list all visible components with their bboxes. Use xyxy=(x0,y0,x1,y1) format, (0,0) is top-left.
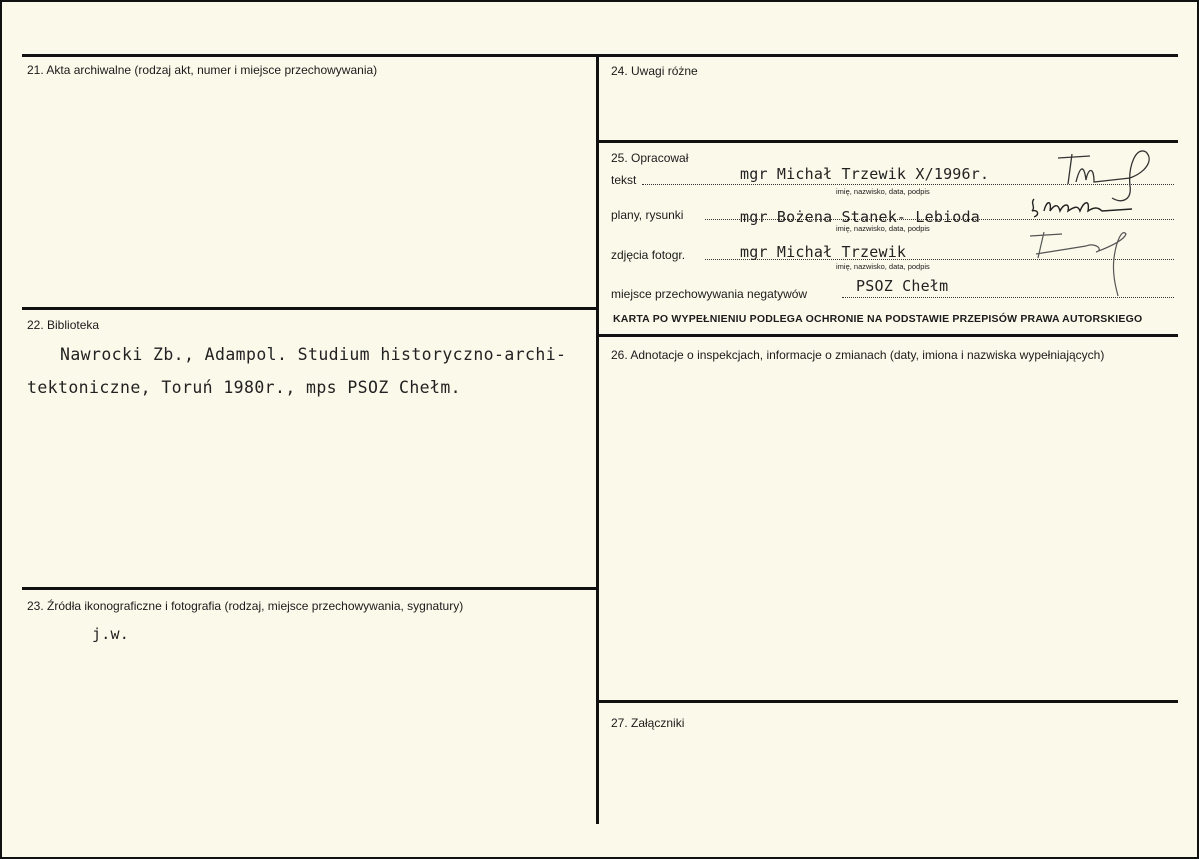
signature-zdjecia xyxy=(1026,228,1136,298)
left-rule-23 xyxy=(22,587,597,590)
zdjecia-value: mgr Michał Trzewik xyxy=(740,243,907,261)
section-21-label: 21. Akta archiwalne (rodzaj akt, numer i miejsce przechowywania) xyxy=(27,63,378,77)
signature-plany xyxy=(1028,193,1138,223)
negatives-value: PSOZ Chełm xyxy=(856,277,949,295)
plany-caption: imię, nazwisko, data, podpis xyxy=(836,224,930,233)
negatives-label: miejsce przechowywania negatywów xyxy=(611,287,808,301)
right-rule-25 xyxy=(597,140,1178,143)
left-rule-22 xyxy=(22,307,597,310)
tekst-label: tekst xyxy=(611,173,637,187)
tekst-caption: imię, nazwisko, data, podpis xyxy=(836,187,930,196)
top-rule xyxy=(22,54,1178,57)
copyright-notice: KARTA PO WYPEŁNIENIU PODLEGA OCHRONIE NA PODSTAWIE PRZEPISÓW PRAWA AUTORSKIEGO xyxy=(613,313,1143,325)
right-rule-27 xyxy=(597,700,1178,703)
center-divider xyxy=(596,54,599,824)
tekst-value: mgr Michał Trzewik X/1996r. xyxy=(740,165,990,183)
zdjecia-label: zdjęcia fotogr. xyxy=(611,248,686,262)
section-24-label: 24. Uwagi różne xyxy=(611,64,698,78)
plany-label: plany, rysunki xyxy=(611,208,684,222)
section-23-label: 23. Źródła ikonograficzne i fotografia (rodzaj, miejsce przechowywania, sygnatury) xyxy=(27,599,464,613)
plany-value: mgr Bożena Stanek- Lebioda xyxy=(740,208,980,226)
right-rule-notice xyxy=(597,334,1178,337)
section-22-label: 22. Biblioteka xyxy=(27,318,100,332)
section-25-label: 25. Opracował xyxy=(611,151,689,165)
sources-value: j.w. xyxy=(92,625,129,643)
zdjecia-caption: imię, nazwisko, data, podpis xyxy=(836,262,930,271)
library-entry-line-1: Nawrocki Zb., Adampol. Studium historyczno-archi- xyxy=(60,345,567,364)
library-entry-line-2: tektoniczne, Toruń 1980r., mps PSOZ Chełm. xyxy=(27,378,462,397)
section-26-label: 26. Adnotacje o inspekcjach, informacje o zmianach (daty, imiona i nazwiska wypełniających) xyxy=(611,348,1105,362)
section-27-label: 27. Załączniki xyxy=(611,716,685,730)
